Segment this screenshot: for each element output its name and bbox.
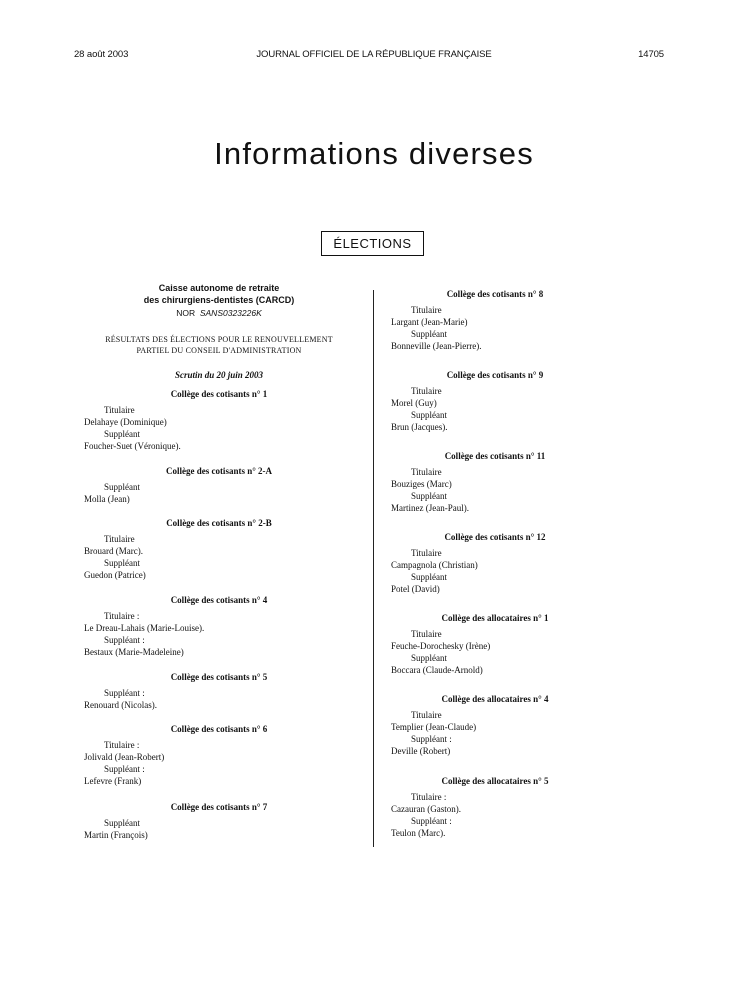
role-label: Titulaire : [411,792,447,802]
member-name: Largant (Jean-Marie) [391,317,468,327]
member-name: Morel (Guy) [391,398,437,408]
role-label: Titulaire [411,548,442,558]
member-name: Brouard (Marc). [84,546,143,556]
college-title: Collège des cotisants n° 8 [446,289,544,299]
header-date: 28 août 2003 [74,49,129,60]
nor-label: NOR [176,308,196,318]
college-title: Collège des cotisants n° 7 [170,802,268,812]
member-name: Le Dreau-Lahais (Marie-Louise). [84,623,205,633]
role-label: Suppléant : [104,764,145,774]
role-label: Titulaire [104,405,135,415]
member-name: Guedon (Patrice) [84,570,146,580]
role-label: Suppléant : [104,688,145,698]
role-label: Suppléant [104,482,140,492]
org-name-line2: des chirurgiens-dentistes (CARCD) [143,295,295,305]
college-title: Collège des cotisants n° 2-A [165,466,273,476]
role-label: Suppléant : [104,635,145,645]
member-name: Feuche-Dorochesky (Irène) [391,641,491,651]
role-label: Suppléant [411,653,447,663]
role-label: Suppléant [411,410,447,420]
role-label: Titulaire : [104,740,140,750]
role-label: Titulaire [411,467,442,477]
college-title: Collège des cotisants n° 11 [444,451,546,461]
role-label: Suppléant [411,572,447,582]
role-label: Suppléant [411,329,447,339]
role-label: Titulaire [411,386,442,396]
page-title: Informations diverses [214,136,534,171]
college-title: Collège des cotisants n° 5 [170,672,268,682]
role-label: Suppléant : [411,734,452,744]
role-label: Suppléant [104,818,140,828]
page-number: 14705 [638,49,664,60]
member-name: Boccara (Claude-Arnold) [391,665,483,675]
member-name: Molla (Jean) [84,494,130,504]
results-heading-line2: PARTIEL DU CONSEIL D'ADMINISTRATION [136,346,302,355]
college-title: Collège des cotisants n° 9 [446,370,544,380]
member-name: Delahaye (Dominique) [84,417,167,427]
member-name: Brun (Jacques). [391,422,448,432]
role-label: Suppléant [104,429,140,439]
member-name: Renouard (Nicolas). [84,700,157,710]
role-label: Titulaire [411,710,442,720]
section-heading: ÉLECTIONS [321,231,424,256]
member-name: Bouziges (Marc) [391,479,452,489]
member-name: Potel (David) [391,584,440,594]
member-name: Jolivald (Jean-Robert) [84,752,165,762]
member-name: Foucher-Suet (Véronique). [84,441,181,451]
college-title: Collège des cotisants n° 6 [170,724,268,734]
results-heading-line1: RÉSULTATS DES ÉLECTIONS POUR LE RENOUVELLEMENT [105,335,333,344]
role-label: Suppléant [104,558,140,568]
member-name: Deville (Robert) [391,746,451,756]
college-title: Collège des cotisants n° 1 [170,389,268,399]
member-name: Templier (Jean-Claude) [391,722,477,732]
college-title: Collège des cotisants n° 4 [170,595,268,605]
member-name: Martin (François) [84,830,148,840]
college-title: Collège des allocataires n° 1 [441,613,549,623]
org-name-line1: Caisse autonome de retraite [158,283,280,293]
role-label: Titulaire : [104,611,140,621]
member-name: Martinez (Jean-Paul). [391,503,469,513]
role-label: Suppléant [411,491,447,501]
member-name: Bonneville (Jean-Pierre). [391,341,482,351]
member-name: Lefevre (Frank) [84,776,142,786]
member-name: Teulon (Marc). [391,828,446,838]
college-title: Collège des allocataires n° 5 [441,776,549,786]
college-title: Collège des cotisants n° 12 [444,532,546,542]
member-name: Cazauran (Gaston). [391,804,461,814]
scrutin-date: Scrutin du 20 juin 2003 [174,370,264,380]
nor-code: SANS0323226K [199,308,262,318]
college-title: Collège des allocataires n° 4 [441,694,549,704]
column-divider [373,290,374,847]
role-label: Suppléant : [411,816,452,826]
role-label: Titulaire [411,305,442,315]
member-name: Bestaux (Marie-Madeleine) [84,647,184,657]
member-name: Campagnola (Christian) [391,560,478,570]
nor-reference [84,307,354,319]
college-title: Collège des cotisants n° 2-B [166,518,272,528]
role-label: Titulaire [411,629,442,639]
journal-title: JOURNAL OFFICIEL DE LA RÉPUBLIQUE FRANÇAISE [256,49,492,60]
role-label: Titulaire [104,534,135,544]
